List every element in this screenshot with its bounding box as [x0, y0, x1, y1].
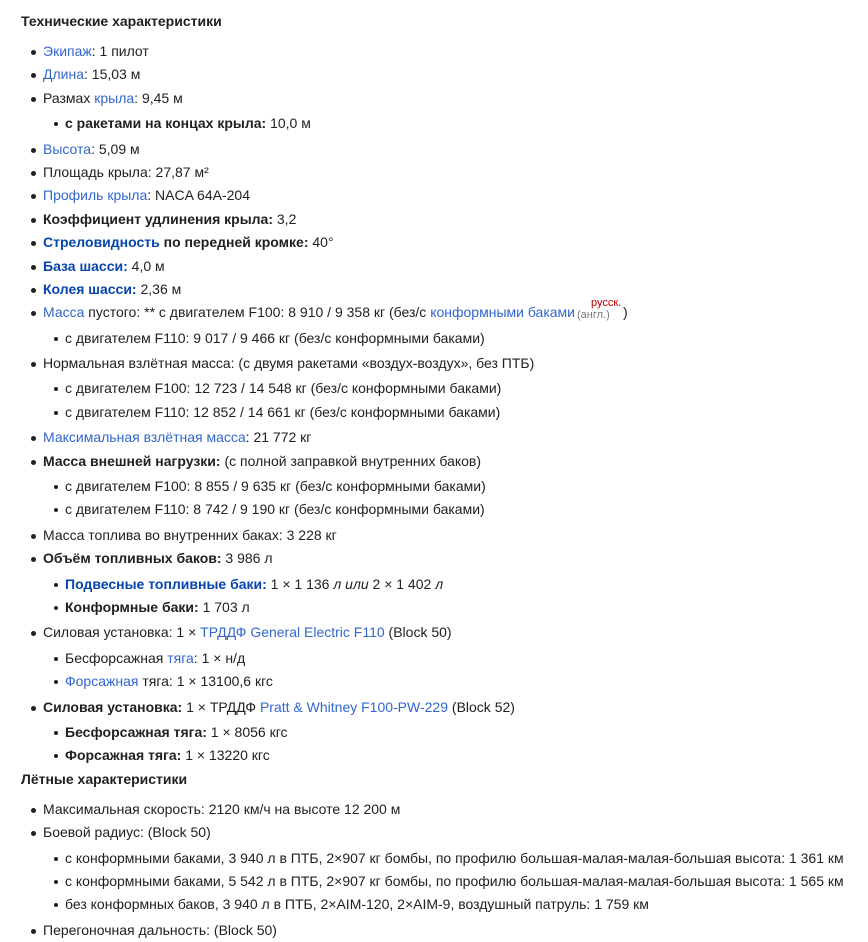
link-max-takeoff-mass[interactable]: Максимальная взлётная масса — [43, 429, 246, 446]
link-interlang-english[interactable]: (англ.) — [577, 309, 610, 322]
list-item-dry-thrust-50: Бесфорсажная тяга: 1 × н/д — [43, 647, 868, 670]
list-item-internal-fuel: Масса топлива во внутренних баках: 3 228 кг — [21, 524, 868, 547]
list-item-sweep: Стреловидность по передней кромке: 40° — [21, 231, 868, 254]
list-item-fuel-volume: Объём топливных баков: 3 986 л Подвесные топливные баки: 1 × 1 136 л или 2 × 1 402 л Конформные баки: 1 703 л — [21, 547, 868, 619]
list-item-empty-mass-f110: с двигателем F110: 9 017 / 9 466 кг (без/с конформными баками) — [43, 327, 868, 350]
list-item-track: Колея шасси: 2,36 м — [21, 278, 868, 301]
list-item-airfoil: Профиль крыла: NACA 64A-204 — [21, 184, 868, 207]
link-length[interactable]: Длина — [43, 66, 84, 83]
section-heading-flight: Лётные характеристики — [21, 770, 188, 787]
list-item-crew: Экипаж: 1 пилот — [21, 40, 868, 63]
list-item-powerplant-block52: Силовая установка: 1 × ТРДДФ Pratt & Whitney F100-PW-229 (Block 52) Бесфорсажная тяга: 1 × 8056 кгс Форсажная тяга: 1 × 13220 кгс — [21, 696, 868, 768]
link-drop-tanks[interactable]: Подвесные топливные баки: — [65, 575, 267, 592]
list-item-dry-thrust-52: Бесфорсажная тяга: 1 × 8056 кгс — [43, 721, 868, 744]
specs-list — [21, 40, 868, 768]
link-crew[interactable]: Экипаж — [43, 43, 92, 59]
list-item-afterburner-thrust-52: Форсажная тяга: 1 × 13220 кгс — [43, 744, 868, 767]
list-item-max-takeoff-mass: Максимальная взлётная масса: 21 772 кг — [21, 426, 868, 449]
link-afterburner[interactable]: Форсажная — [65, 673, 139, 690]
link-engine-f110[interactable]: ТРДДФ General Electric F110 — [200, 624, 385, 641]
list-item-powerplant-block50: Силовая установка: 1 × ТРДДФ General Electric F110 (Block 50) Бесфорсажная тяга: 1 × н/д Форсажная тяга: 1 × 13100,6 кгс — [21, 621, 868, 693]
list-item-max-speed: Максимальная скорость: 2120 км/ч на высоте 12 200 м — [21, 798, 868, 821]
list-item-external-load-f100: с двигателем F100: 8 855 / 9 635 кг (без/с конформными баками) — [43, 475, 868, 498]
list-item-height: Высота: 5,09 м — [21, 138, 868, 161]
list-item-combat-radius-2: с конформными баками, 5 542 л в ПТБ, 2×907 кг бомбы, по профилю большая-малая-малая-большая высота: 1 565 км — [43, 870, 868, 893]
list-item-wingspan-missiles: с ракетами на концах крыла: 10,0 м — [43, 112, 868, 135]
list-item-normal-takeoff-f100: с двигателем F100: 12 723 / 14 548 кг (без/с конформными баками) — [43, 377, 868, 400]
list-item-normal-takeoff-mass: Нормальная взлётная масса: (с двумя ракетами «воздух-воздух», без ПТБ) с двигателем F100: 12 723 / 14 548 кг (без/с конформными баками) с двигателем F110: 12 852 / 14 661 кг (без/с конформными баками) — [21, 352, 868, 424]
list-item-external-load-f110: с двигателем F110: 8 742 / 9 190 кг (без/с конформными баками) — [43, 498, 868, 521]
list-item-aspect-ratio: Коэффициент удлинения крыла: 3,2 — [21, 208, 868, 231]
list-item-conformal-tanks: Конформные баки: 1 703 л — [43, 596, 868, 619]
link-mass[interactable]: Масса — [43, 304, 85, 321]
link-thrust[interactable]: тяга — [167, 649, 194, 666]
list-item-combat-radius-1: с конформными баками, 3 940 л в ПТБ, 2×907 кг бомбы, по профилю большая-малая-малая-большая высота: 1 361 км — [43, 847, 868, 870]
link-engine-f100[interactable]: Pratt & Whitney F100-PW-229 — [259, 698, 449, 715]
list-item-external-load: Масса внешней нагрузки: (с полной заправкой внутренних баков) с двигателем F100: 8 855 / 9 635 кг (без/с конформными баками) с двигателем F110: 8 742 / 9 190 кг (без/с конформными баками) — [21, 450, 868, 522]
interlanguage-links — [577, 297, 623, 323]
link-height[interactable]: Высота — [43, 140, 92, 157]
list-item-empty-mass: Масса пустого: ** с двигателем F100: 8 910 / 9 358 кг (без/с конформными баками русск. (англ.) ) с двигателем F110: 9 017 / 9 466 кг (без/с конформными баками) — [21, 301, 868, 350]
link-wheelbase[interactable]: База шасси: — [43, 257, 128, 274]
link-airfoil[interactable]: Профиль крыла — [43, 187, 148, 204]
link-track[interactable]: Колея шасси: — [43, 280, 137, 297]
list-item-drop-tanks: Подвесные топливные баки: 1 × 1 136 л или 2 × 1 402 л — [43, 573, 868, 596]
flight-list — [21, 798, 868, 942]
link-wing[interactable]: крыла — [94, 89, 135, 106]
list-item-combat-radius-3: без конформных баков, 3 940 л в ПТБ, 2×AIM-120, 2×AIM-9, воздушный патруль: 1 759 км — [43, 893, 868, 916]
list-item-wing-area: Площадь крыла: 27,87 м² — [21, 161, 868, 184]
list-item-afterburner-thrust-50: Форсажная тяга: 1 × 13100,6 кгс — [43, 670, 868, 693]
link-interlang-russian[interactable]: русск. — [591, 297, 622, 310]
list-item-wheelbase: База шасси: 4,0 м — [21, 255, 868, 278]
link-sweep[interactable]: Стреловидность — [43, 234, 160, 251]
list-item-length: Длина: 15,03 м — [21, 63, 868, 86]
list-item-normal-takeoff-f110: с двигателем F110: 12 852 / 14 661 кг (без/с конформными баками) — [43, 401, 868, 424]
list-item-combat-radius: Боевой радиус: (Block 50) с конформными баками, 3 940 л в ПТБ, 2×907 кг бомбы, по профилю большая-малая-малая-большая высота: 1 361 км с конформными баками, 5 542 л в ПТБ, 2×907 кг бомбы, по профилю большая-малая-малая-большая высота: 1 565 км без конформных баков, 3 940 л в ПТБ, 2×AIM-120, 2×AIM-9, воздушный патруль: 1 759 км — [21, 821, 868, 917]
section-heading-specs: Технические характеристики — [21, 13, 222, 29]
link-conformal-tanks[interactable]: конформными баками — [430, 304, 575, 321]
list-item-wingspan: Размах крыла: 9,45 м с ракетами на концах крыла: 10,0 м — [21, 87, 868, 136]
list-item-ferry-range: Перегоночная дальность: (Block 50) — [21, 919, 868, 942]
